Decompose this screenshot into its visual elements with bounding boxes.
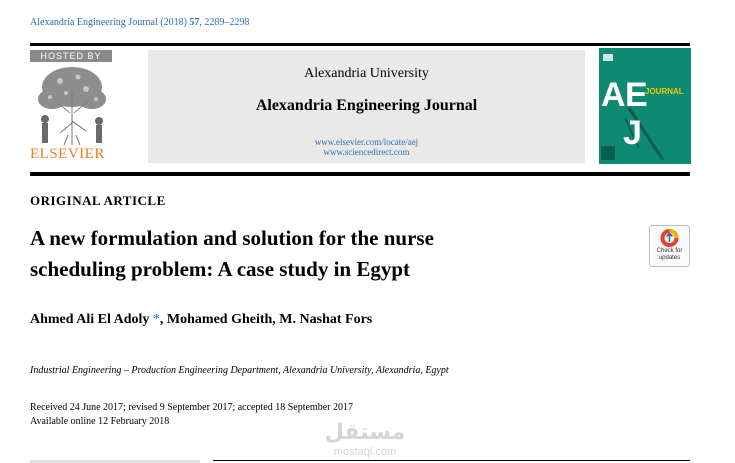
- received-dates: Received 24 June 2017; revised 9 September 2017; accepted 18 September 2017: [30, 402, 353, 413]
- journal-cover[interactable]: [599, 48, 691, 164]
- check-updates-label: [649, 248, 690, 262]
- mostaql-watermark: [310, 415, 420, 460]
- author-first: Ahmed Ali El Adoly: [30, 312, 150, 327]
- cover-letter-j: J: [623, 114, 642, 152]
- cover-letter-a: A: [601, 76, 626, 114]
- journal-cover-art: [599, 48, 691, 164]
- watermark-arabic: مستقل: [324, 420, 406, 445]
- citation-pages: , 2289–2298: [199, 17, 250, 28]
- article-title-line-2: scheduling problem: A case study in Egypt: [30, 257, 411, 281]
- article-title-line-1: A new formulation and solution for the nurse: [30, 226, 434, 250]
- citation-journal: Alexandria Engineering Journal (2018): [30, 17, 187, 28]
- author-list: [30, 312, 372, 328]
- corresponding-author-link[interactable]: *: [152, 312, 160, 327]
- cover-letter-e: E: [625, 76, 648, 114]
- citation-line[interactable]: [30, 17, 249, 28]
- header-bottom-rule: [30, 172, 690, 176]
- available-online-date: Available online 12 February 2018: [30, 416, 170, 427]
- university-name: Alexandria University: [304, 66, 429, 81]
- cover-journal-word: JOURNAL: [645, 87, 684, 96]
- journal-name: Alexandria Engineering Journal: [255, 97, 478, 114]
- affiliation: Industrial Engineering – Production Engineering Department, Alexandria University, Alexandria, Egypt: [30, 365, 449, 376]
- check-updates-line-2: updates: [658, 255, 681, 261]
- check-updates-icon: [650, 226, 689, 250]
- elsevier-tree-logo: [30, 63, 114, 147]
- check-updates-line-1: Check for: [656, 248, 683, 254]
- elsevier-wordmark: ELSEVIER: [30, 146, 105, 162]
- watermark-latin: mostaql.com: [333, 446, 397, 458]
- journal-url-sciencedirect[interactable]: www.sciencedirect.com: [323, 147, 410, 157]
- author-rest: , Mohamed Gheith, M. Nashat Fors: [159, 312, 373, 327]
- top-rule: [30, 43, 690, 46]
- article-type: ORIGINAL ARTICLE: [30, 193, 166, 208]
- hosted-by-label: HOSTED BY: [30, 50, 112, 62]
- footer-divider-right: [213, 460, 690, 461]
- citation-volume: 57: [189, 17, 200, 28]
- journal-url-elsevier[interactable]: www.elsevier.com/locate/aej: [314, 137, 419, 147]
